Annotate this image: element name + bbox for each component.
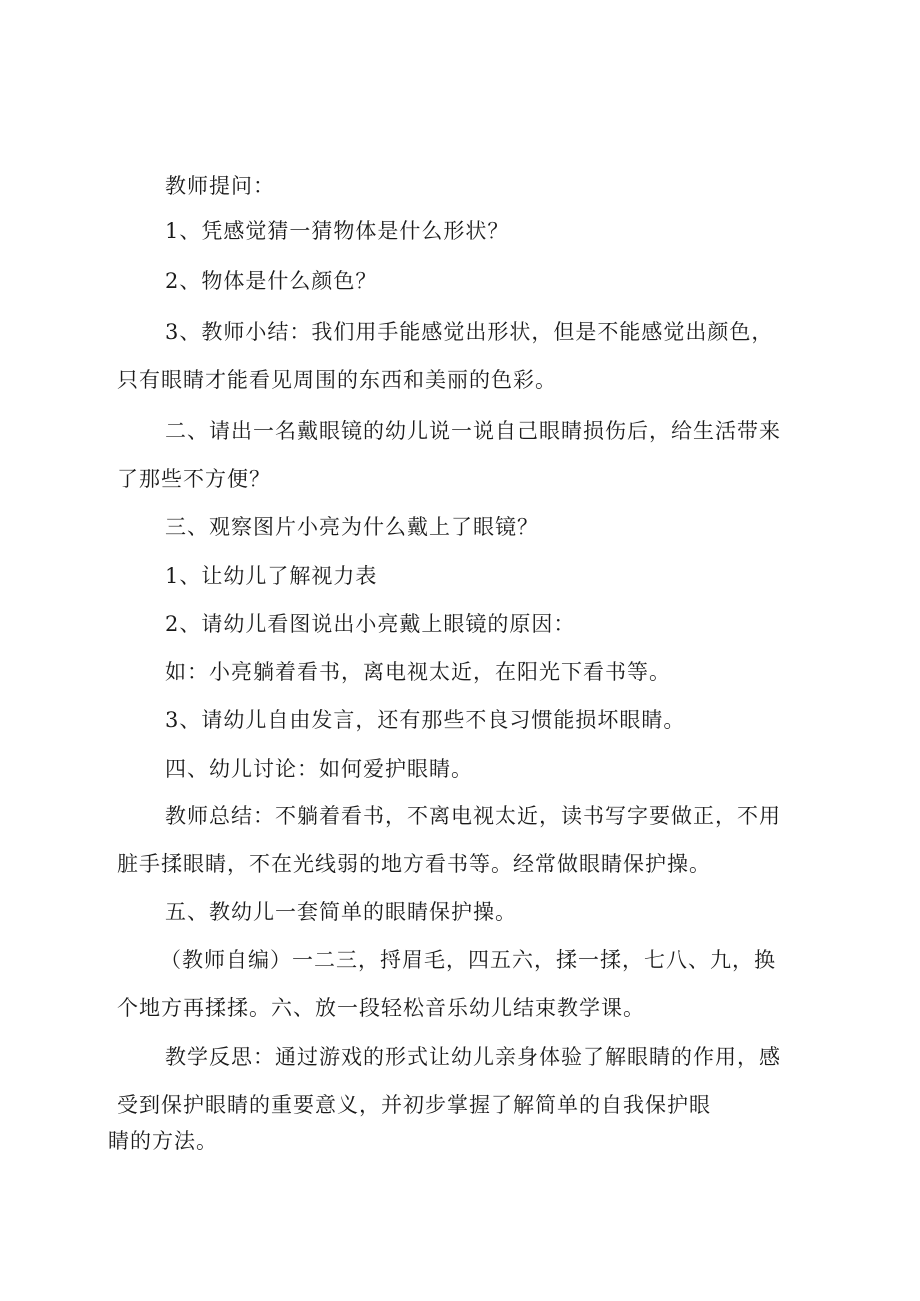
teacher-conclusion-line-2: 脏手揉眼睛，不在光线弱的地方看书等。经常做眼睛保护操。 bbox=[117, 852, 711, 876]
section-3-item-3: 3、请幼儿自由发言，还有那些不良习惯能损坏眼睛。 bbox=[165, 708, 686, 732]
teaching-reflection-line-1: 教学反思：通过游戏的形式让幼儿亲身体验了解眼睛的作用，感 bbox=[165, 1045, 781, 1069]
question-2: 2、物体是什么颜色？ bbox=[165, 269, 378, 293]
section-2-line-2: 了那些不方便？ bbox=[117, 467, 271, 491]
eye-exercise-line-1: （教师自编）一二三，捋眉毛，四五六，揉一揉，七八、九，换 bbox=[160, 948, 776, 972]
section-2-line-1: 二、请出一名戴眼镜的幼儿说一说自己眼睛损伤后，给生活带来 bbox=[165, 419, 781, 443]
eye-exercise-line-2: 个地方再揉揉。六、放一段轻松音乐幼儿结束教学课。 bbox=[117, 996, 645, 1020]
teacher-summary-line-1: 3、教师小结：我们用手能感觉出形状，但是不能感觉出颜色， bbox=[165, 320, 774, 344]
teaching-reflection-line-3: 睛的方法。 bbox=[108, 1129, 218, 1153]
section-4-heading: 四、幼儿讨论：如何爱护眼睛。 bbox=[165, 757, 473, 781]
teacher-conclusion-line-1: 教师总结：不躺着看书，不离电视太近，读书写字要做正，不用 bbox=[165, 804, 781, 828]
teacher-summary-line-2: 只有眼睛才能看见周围的东西和美丽的色彩。 bbox=[117, 368, 557, 392]
paragraph-teacher-questions: 教师提问： bbox=[165, 174, 275, 198]
section-3-example: 如：小亮躺着看书，离电视太近，在阳光下看书等。 bbox=[165, 660, 671, 684]
section-3-item-1: 1、让幼儿了解视力表 bbox=[165, 564, 378, 588]
question-1: 1、凭感觉猜一猜物体是什么形状？ bbox=[165, 219, 510, 243]
section-3-item-2: 2、请幼儿看图说出小亮戴上眼镜的原因： bbox=[165, 612, 576, 636]
teaching-reflection-line-2: 受到保护眼睛的重要意义，并初步掌握了解简单的自我保护眼 bbox=[117, 1093, 711, 1117]
section-5-heading: 五、教幼儿一套简单的眼睛保护操。 bbox=[165, 900, 517, 924]
section-3-heading: 三、观察图片小亮为什么戴上了眼镜？ bbox=[165, 515, 539, 539]
